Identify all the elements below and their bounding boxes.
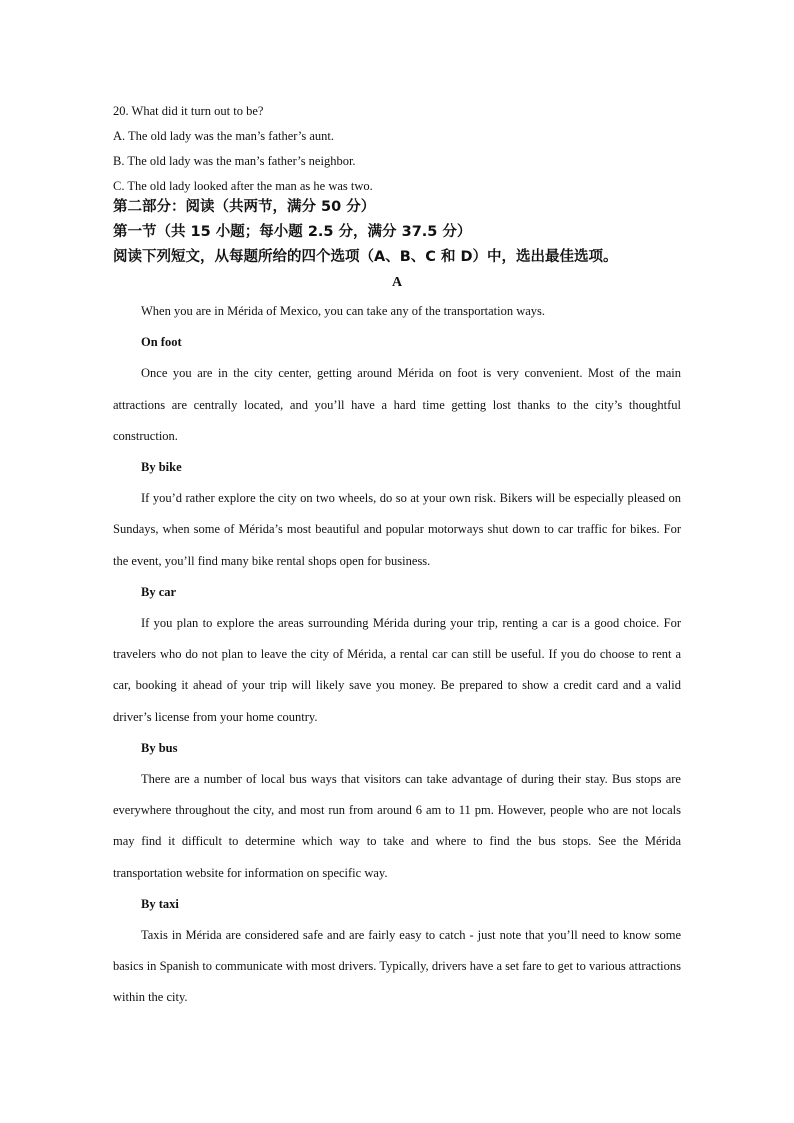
paragraph-on-foot: Once you are in the city center, getting around Mérida on foot is very convenient. Most of the main attractions are centrally located, and you’ll have a hard time getting lost thanks to the city’s thoughtful construction. — [113, 366, 681, 443]
subheading-by-taxi: By taxi — [141, 896, 179, 911]
option-c: C. The old lady looked after the man as he was two. — [113, 179, 373, 193]
option-b: B. The old lady was the man’s father’s neighbor. — [113, 154, 356, 168]
paragraph-by-taxi: Taxis in Mérida are considered safe and are fairly easy to catch - just note that you’ll need to know some basics in Spanish to communicate with most drivers. Typically, drivers have a set fare to get to various attractions within the city. — [113, 928, 681, 1005]
paragraph-by-car: If you plan to explore the areas surrounding Mérida during your trip, renting a car is a good choice. For travelers who do not plan to leave the city of Mérida, a rental car can still be useful. If you do choose to rent a car, booking it ahead of your trip will likely save you money. Be prepared to show a credit card and a valid driver’s license from your home country. — [113, 616, 681, 724]
subheading-by-bike: By bike — [141, 460, 182, 475]
option-a: A. The old lady was the man’s father’s aunt. — [113, 129, 335, 143]
part-heading: 第二部分：阅读（共两节，满分 50 分） — [113, 199, 376, 215]
subheading-on-foot: On foot — [141, 335, 182, 350]
subheading-by-bus: By bus — [141, 740, 178, 755]
subheading-by-car: By car — [141, 584, 177, 599]
section-headings — [113, 195, 681, 270]
paragraph-by-bus: There are a number of local bus ways that visitors can take advantage of during their stay. Bus stops are everywhere throughout the city, and most run from around 6 am to 11 pm. However, people who are not locals may find it difficult to determine which way to take and where to find the bus stops. See the Mérida transportation website for information on specific way. — [113, 772, 681, 880]
section-heading: 第一节（共 15 小题；每小题 2.5 分，满分 37.5 分） — [113, 224, 472, 240]
passage-intro: When you are in Mérida of Mexico, you can take any of the transportation ways. — [141, 304, 546, 318]
question-stem: 20. What did it turn out to be? — [113, 104, 264, 118]
question-20 — [113, 99, 681, 199]
reading-instruction: 阅读下列短文，从每题所给的四个选项（A、B、C 和 D）中，选出最佳选项。 — [113, 249, 618, 265]
passage-letter: A — [391, 275, 403, 290]
paragraph-by-bike: If you’d rather explore the city on two wheels, do so at your own risk. Bikers will be especially pleased on Sundays, when some of Mérida’s most beautiful and popular motorways shut down to car traffic for bikes. For the event, you’ll find many bike rental shops open for business. — [113, 491, 681, 568]
passage-a — [113, 296, 681, 1014]
